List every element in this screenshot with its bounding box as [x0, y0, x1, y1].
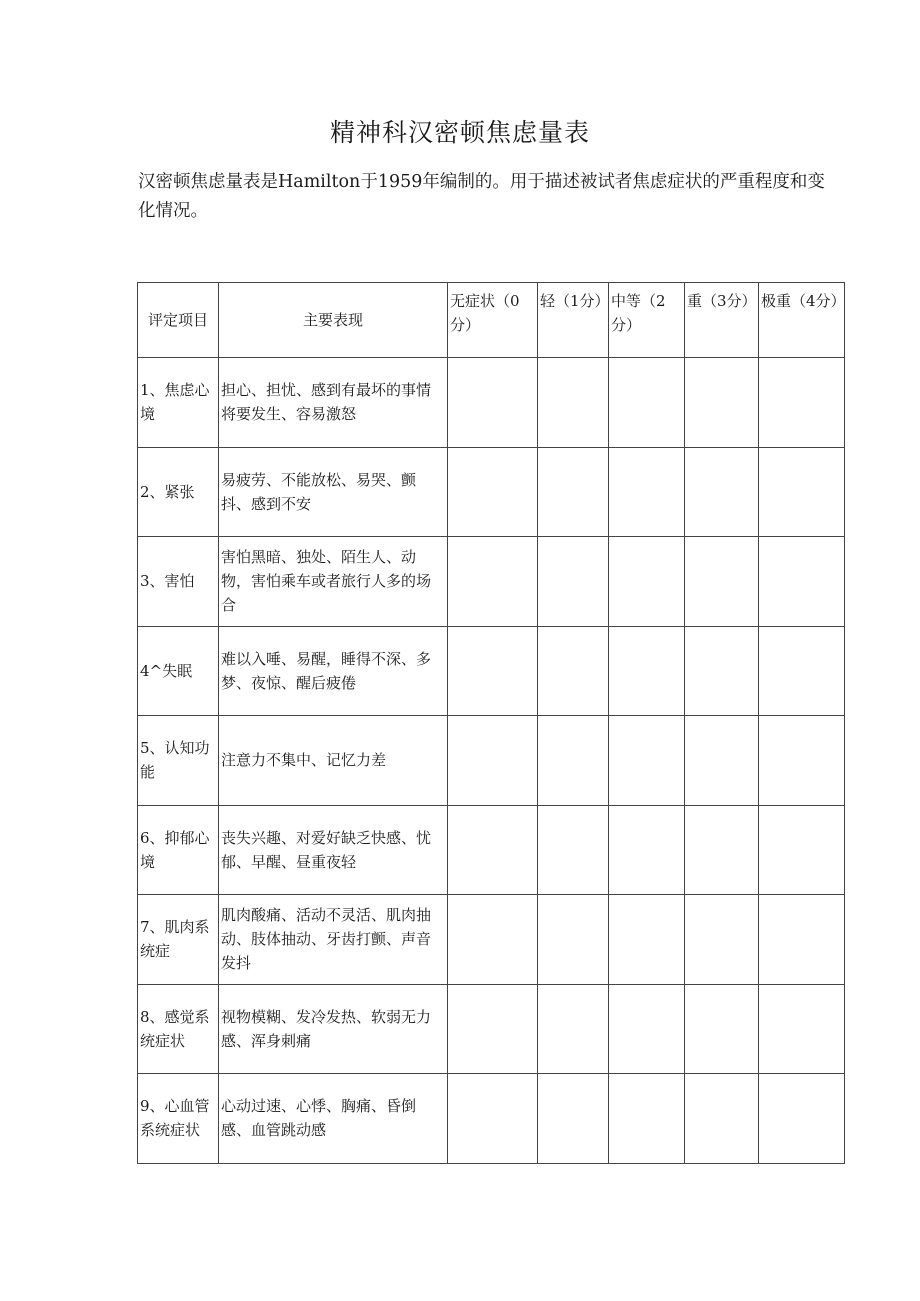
score-cell-3[interactable]: [685, 447, 759, 537]
rating-table-body: [138, 283, 845, 1164]
intro-paragraph: 汉密顿焦虑量表是Hamilton于1959年编制的。用于描述被试者焦虑症状的严重程度和变化情况。: [138, 172, 825, 221]
score-cell-4[interactable]: [759, 358, 845, 448]
row-main: 害怕黑暗、独处、陌生人、动物，害怕乘车或者旅行人多的场合: [219, 537, 448, 627]
score-cell-0[interactable]: [448, 716, 538, 806]
score-cell-1[interactable]: [538, 1074, 609, 1164]
score-cell-1[interactable]: [538, 984, 609, 1074]
header-score-3: 重（3分）: [685, 283, 759, 358]
score-cell-3[interactable]: [685, 537, 759, 627]
score-cell-1[interactable]: [538, 447, 609, 537]
table-row: [138, 716, 845, 806]
score-cell-3[interactable]: [685, 358, 759, 448]
row-item: 4^失眠: [138, 626, 219, 716]
score-cell-4[interactable]: [759, 1074, 845, 1164]
table-row: [138, 447, 845, 537]
row-main: 注意力不集中、记忆力差: [219, 716, 448, 806]
score-cell-0[interactable]: [448, 358, 538, 448]
score-cell-4[interactable]: [759, 447, 845, 537]
score-cell-4[interactable]: [759, 984, 845, 1074]
row-main: 心动过速、心悸、胸痛、昏倒感、血管跳动感: [219, 1074, 448, 1164]
score-cell-4[interactable]: [759, 626, 845, 716]
score-cell-2[interactable]: [609, 447, 685, 537]
score-cell-4[interactable]: [759, 895, 845, 985]
score-cell-1[interactable]: [538, 716, 609, 806]
row-item: 3、害怕: [138, 537, 219, 627]
table-header-row: [138, 283, 845, 358]
table-row: [138, 358, 845, 448]
table-row: [138, 984, 845, 1074]
table-row: [138, 805, 845, 895]
header-main: 主要表现: [219, 283, 448, 358]
table-row: [138, 537, 845, 627]
header-score-1: 轻（1分）: [538, 283, 609, 358]
score-cell-3[interactable]: [685, 984, 759, 1074]
score-cell-0[interactable]: [448, 537, 538, 627]
row-item: 9、心血管系统症状: [138, 1074, 219, 1164]
score-cell-2[interactable]: [609, 716, 685, 806]
score-cell-0[interactable]: [448, 626, 538, 716]
row-item: 5、认知功能: [138, 716, 219, 806]
score-cell-2[interactable]: [609, 984, 685, 1074]
score-cell-2[interactable]: [609, 358, 685, 448]
row-main: 肌肉酸痛、活动不灵活、肌肉抽动、肢体抽动、牙齿打颤、声音发抖: [219, 895, 448, 985]
score-cell-3[interactable]: [685, 626, 759, 716]
document-title: 精神科汉密顿焦虑量表: [329, 118, 590, 147]
table-row: [138, 626, 845, 716]
score-cell-2[interactable]: [609, 537, 685, 627]
score-cell-2[interactable]: [609, 895, 685, 985]
score-cell-3[interactable]: [685, 716, 759, 806]
score-cell-3[interactable]: [685, 1074, 759, 1164]
row-main: 视物模糊、发冷发热、软弱无力感、浑身刺痛: [219, 984, 448, 1074]
score-cell-0[interactable]: [448, 895, 538, 985]
score-cell-0[interactable]: [448, 805, 538, 895]
score-cell-1[interactable]: [538, 537, 609, 627]
header-score-2: 中等（2分）: [609, 283, 685, 358]
row-main: 难以入唾、易醒，睡得不深、多梦、夜惊、醒后疲倦: [219, 626, 448, 716]
score-cell-4[interactable]: [759, 537, 845, 627]
score-cell-0[interactable]: [448, 1074, 538, 1164]
header-item: 评定项目: [138, 283, 219, 358]
table-row: [138, 895, 845, 985]
row-item: 1、焦虑心境: [138, 358, 219, 448]
score-cell-2[interactable]: [609, 1074, 685, 1164]
table-row: [138, 1074, 845, 1164]
score-cell-1[interactable]: [538, 626, 609, 716]
score-cell-1[interactable]: [538, 358, 609, 448]
score-cell-3[interactable]: [685, 805, 759, 895]
score-cell-4[interactable]: [759, 716, 845, 806]
score-cell-2[interactable]: [609, 626, 685, 716]
score-cell-4[interactable]: [759, 805, 845, 895]
score-cell-0[interactable]: [448, 447, 538, 537]
row-item: 7、肌肉系统症: [138, 895, 219, 985]
score-cell-1[interactable]: [538, 805, 609, 895]
header-score-4: 极重（4分）: [759, 283, 845, 358]
score-cell-0[interactable]: [448, 984, 538, 1074]
score-cell-2[interactable]: [609, 805, 685, 895]
row-main: 易疲劳、不能放松、易哭、颤抖、感到不安: [219, 447, 448, 537]
header-score-0: 无症状（0分）: [448, 283, 538, 358]
score-cell-1[interactable]: [538, 895, 609, 985]
row-item: 8、感觉系统症状: [138, 984, 219, 1074]
row-item: 6、抑郁心境: [138, 805, 219, 895]
rating-table: [137, 282, 845, 1164]
row-main: 担心、担忧、感到有最坏的事情将要发生、容易激怒: [219, 358, 448, 448]
score-cell-3[interactable]: [685, 895, 759, 985]
row-main: 丧失兴趣、对爱好缺乏快感、忧郁、早醒、昼重夜轻: [219, 805, 448, 895]
row-item: 2、紧张: [138, 447, 219, 537]
